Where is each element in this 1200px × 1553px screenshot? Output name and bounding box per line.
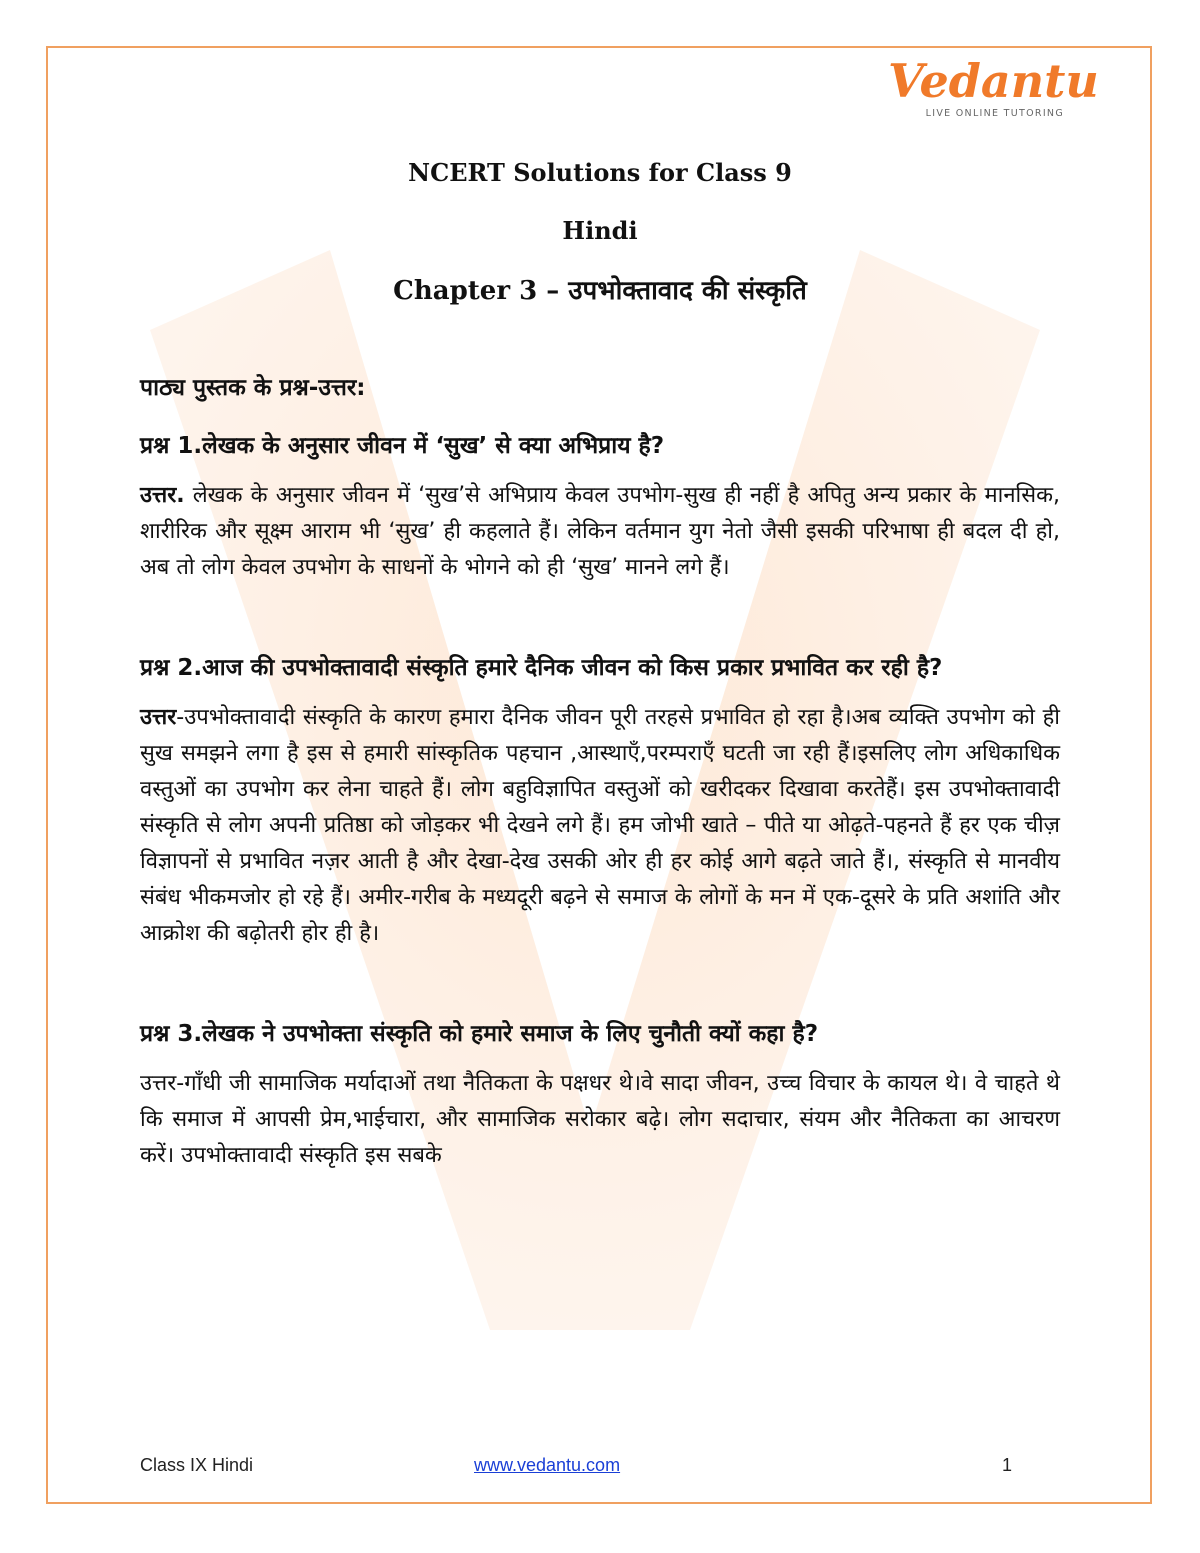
chapter-title: Chapter 3 – उपभोक्तावाद की संस्कृति <box>393 276 807 306</box>
document-title: NCERT Solutions for Class 9 <box>408 158 792 187</box>
logo-wordmark: Vedantu <box>888 54 1099 108</box>
logo-tagline: LIVE ONLINE TUTORING <box>925 108 1064 119</box>
vedantu-logo <box>888 54 1099 126</box>
answer-2-text: -उपभोक्तावादी संस्कृति के कारण हमारा दैनिक जीवन पूरी तरहसे प्रभावित हो रहा है।अब व्यक्ति उपभोग को ही सुख समझने लगा है इस से हमारी सांस्कृतिक पहचान ,आस्थाएँ,परम्पराएँ घटती जा रही हैं।इसलिए लोग अधिकाधिक वस्तुओं का उपभोग कर लेना चाहते हैं। लोग बहुविज्ञापित वस्तुओं को खरीदकर दिखावा करतेहैं। इस उपभोक्तावादी संस्कृति से लोग अपनी प्रतिष्ठा को जोड़कर भी देखने लगे हैं। हम जोभी खाते – पीते या ओढ़ते-पहनते हैं हर एक चीज़ विज्ञापनों से प्रभावित नज़र आती है और देखा-देख उसकी ओर ही हर कोई आगे बढ़ते जाते हैं।, संस्कृति से मानवीय संबंध भीकमजोर हो रहे हैं। अमीर-गरीब के मध्यदूरी बढ़ने से समाज के लोगों के मन में एक-दूसरे के प्रति अशांति और आक्रोश की बढ़ोतरी होर ही है। <box>140 705 1060 946</box>
answer-1 <box>140 478 1060 586</box>
answer-2-label: उत्तर <box>140 705 177 730</box>
question-1: प्रश्न 1.लेखक के अनुसार जीवन में ‘सुख’ से क्या अभिप्राय है? <box>140 433 665 459</box>
question-3: प्रश्न 3.लेखक ने उपभोक्ता संस्कृति को हमारे समाज के लिए चुनौती क्यों कहा है? <box>140 1021 819 1047</box>
document-body <box>140 150 1060 1174</box>
answer-3-text: उत्तर-गाँधी जी सामाजिक मर्यादाओं तथा नैतिकता के पक्षधर थे।वे सादा जीवन, उच्च विचार के कायल थे। वे चाहते थे कि समाज में आपसी प्रेम,भाईचारा, और सामाजिक सरोकार बढ़े। लोग सदाचार, संयम और नैतिकता का आचरण करें। उपभोक्तावादी संस्कृति इस सबके <box>140 1071 1060 1168</box>
footer-class-label: Class IX Hindi <box>140 1455 254 1475</box>
page-number: 1 <box>1002 1455 1013 1475</box>
question-2: प्रश्न 2.आज की उपभोक्तावादी संस्कृति हमारे दैनिक जीवन को किस प्रकार प्रभावित कर रही है? <box>140 655 943 681</box>
section-heading: पाठ्य पुस्तक के प्रश्न-उत्तर: <box>140 375 366 401</box>
answer-3 <box>140 1066 1060 1174</box>
answer-1-label: उत्तर. <box>140 483 185 508</box>
document-subject: Hindi <box>562 216 638 245</box>
footer-website-link[interactable]: www.vedantu.com <box>474 1455 621 1475</box>
answer-2 <box>140 700 1060 952</box>
answer-1-text: लेखक के अनुसार जीवन में ‘सुख’से अभिप्राय केवल उपभोग-सुख ही नहीं है अपितु अन्य प्रकार के मानसिक, शारीरिक और सूक्ष्म आराम भी ‘सुख’ ही कहलाते हैं। लेकिन वर्तमान युग नेतो जैसी इसकी परिभाषा ही बदल दी हो, अब तो लोग केवल उपभोग के साधनों के भोगने को ही ‘सुख’ मानने लगे हैं। <box>140 483 1060 580</box>
